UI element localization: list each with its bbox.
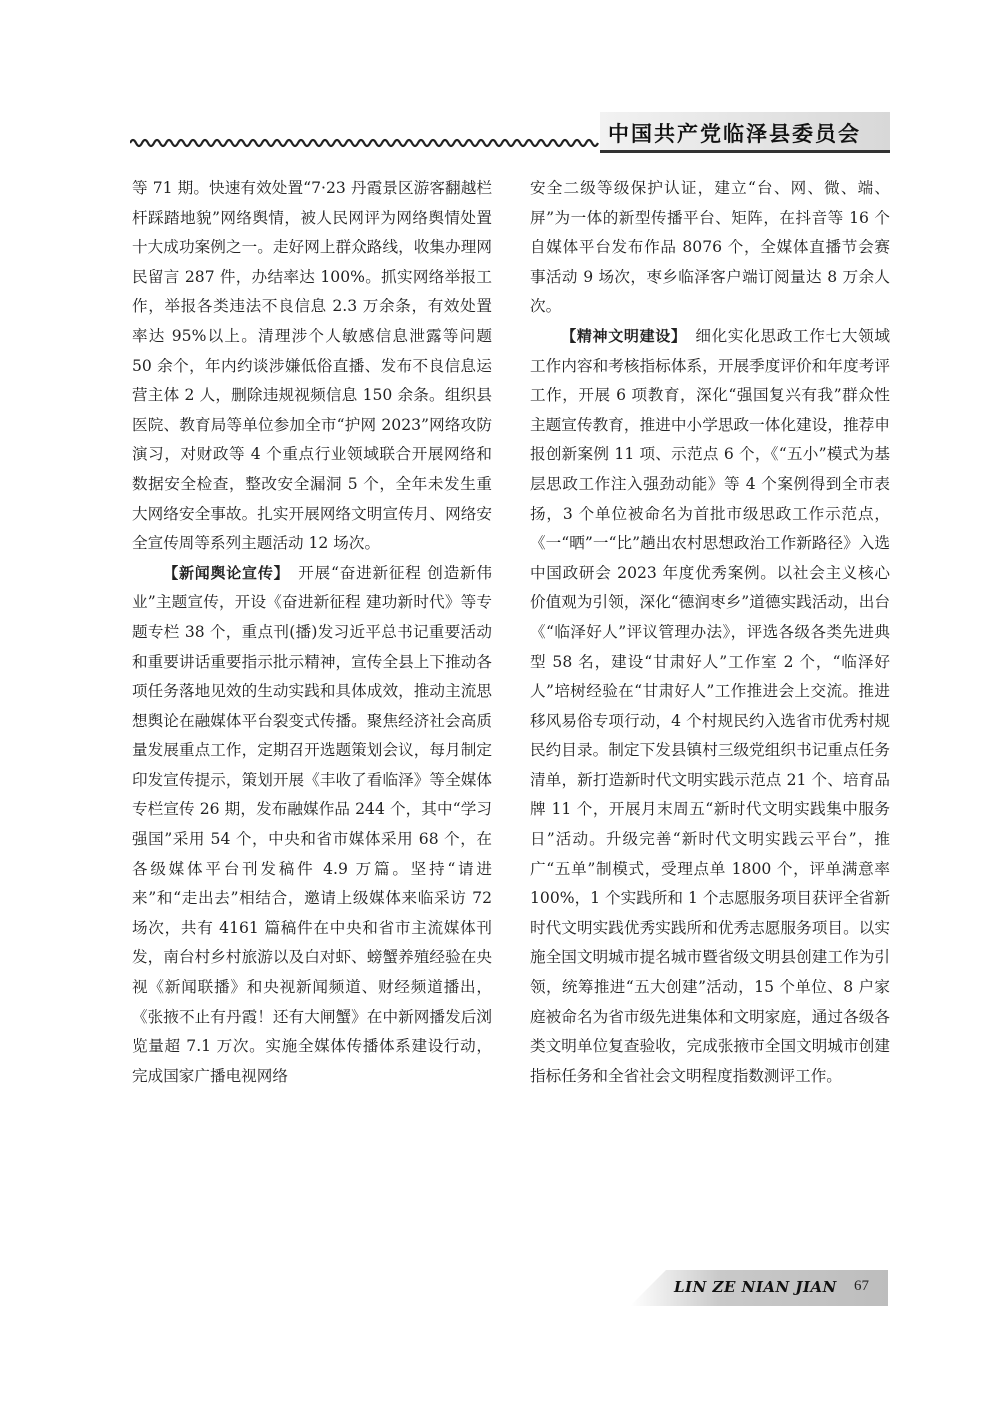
page-number: 67 (854, 1278, 869, 1294)
footer-brand: LIN ZE NIAN JIAN (674, 1278, 837, 1296)
section-title-news: 【新闻舆论宣传】 (163, 563, 282, 582)
wavy-rule (130, 136, 600, 150)
section-title-civilization: 【精神文明建设】 (561, 326, 680, 345)
running-header (130, 112, 890, 152)
right-paragraph-1: 安全二级等级保护认证，建立“台、网、微、端、屏”为一体的新型传播平台、矩阵，在抖音等 16 个自媒体平台发布作品 8076 个，全媒体直播节会赛事活动 9 场次，枣乡临泽客户端订阅量达 8 万余人次。 (530, 179, 890, 316)
page-footer (630, 1270, 888, 1306)
right-paragraph-2 (530, 322, 890, 1091)
left-column (132, 174, 492, 1091)
left-paragraph-1: 等 71 期。快速有效处置“7·23 丹霞景区游客翻越栏杆踩踏地貌”网络舆情，被人民网评为网络舆情处置十大成功案例之一。走好网上群众路线，收集办理网民留言 287 件，办结率达 100%。抓实网络举报工作，举报各类违法不良信息 2.3 万余条，有效处置率达 95%以上。清理涉个人敏感信息泄露等问题 50 余个，年内约谈涉嫌低俗直播、发布不良信息运营主体 2 人，删除违规视频信息 150 余条。组织县医院、教育局等单位参加全市“护网 2023”网络攻防演习，对财政等 4 个重点行业领域联合开展网络和数据安全检查，整改安全漏洞 5 个，全年未发生重大网络安全事故。扎实开展网络文明宣传月、网络安全宣传周等系列主题活动 12 场次。 (132, 179, 492, 553)
left-paragraph-2 (132, 559, 492, 1092)
right-paragraph-2-body: 细化实化思政工作七大领域工作内容和考核指标体系，开展季度评价和年度考评工作，开展 6 项教育，深化“强国复兴有我”群众性主题宣传教育，推进中小学思政一体化建设，推荐申报创新案例 11 项、示范点 6 个，《“五小”模式为基层思政工作注入强劲动能》等 4 个案例得到全市表扬，3 个单位被命名为首批市级思政工作示范点，《一“晒”一“比”趟出农村思想政治工作新路径》入选中国政研会 2023 年度优秀案例。以社会主义核心价值观为引领，深化“德润枣乡”道德实践活动，出台《“临泽好人”评议管理办法》，评选各级各类先进典型 58 名，建设“甘肃好人”工作室 2 个，“临泽好人”培树经验在“甘肃好人”工作推进会上交流。推进移风易俗专项行动，4 个村规民约入选省市优秀村规民约目录。制定下发县镇村三级党组织书记重点任务清单，新打造新时代文明实践示范点 21 个、培育品牌 11 个，开展月末周五“新时代文明实践集中服务日”活动。升级完善“新时代文明实践云平台”，推广“五单”制模式，受理点单 1800 个，评单满意率 100%，1 个实践所和 1 个志愿服务项目获评全省新时代文明实践优秀实践所和优秀志愿服务项目。以实施全国文明城市提名城市暨省级文明县创建工作为引领，统筹推进“五大创建”活动，15 个单位、8 户家庭被命名为省市级先进集体和文明家庭，通过各级各类文明单位复查验收，完成张掖市全国文明城市创建指标任务和全省社会文明程度指数测评工作。 (530, 326, 890, 1085)
right-column (530, 174, 890, 1091)
header-title-box (600, 112, 890, 153)
left-paragraph-2-body: 开展“奋进新征程 创造新伟业”主题宣传，开设《奋进新征程 建功新时代》等专题专栏 38 个，重点刊(播)发习近平总书记重要活动和重要讲话重要指示批示精神，宣传全县上下推动各项任务落地见效的生动实践和具体成效，推动主流思想舆论在融媒体平台裂变式传播。聚焦经济社会高质量发展重点工作，定期召开选题策划会议，每月制定印发宣传提示，策划开展《丰收了看临泽》等全媒体专栏宣传 26 期，发布融媒作品 244 个，其中“学习强国”采用 54 个，中央和省市媒体采用 68 个，在各级媒体平台刊发稿件 4.9 万篇。坚持“请进来”和“走出去”相结合，邀请上级媒体来临采访 72 场次，共有 4161 篇稿件在中央和省市主流媒体刊发，南台村乡村旅游以及白对虾、螃蟹养殖经验在央视《新闻联播》和央视新闻频道、财经频道播出，《张掖不止有丹霞！还有大闸蟹》在中新网播发后浏览量超 7.1 万次。实施全媒体传播体系建设行动，完成国家广播电视网络 (132, 563, 492, 1085)
header-title: 中国共产党临泽县委员会 (608, 122, 861, 146)
